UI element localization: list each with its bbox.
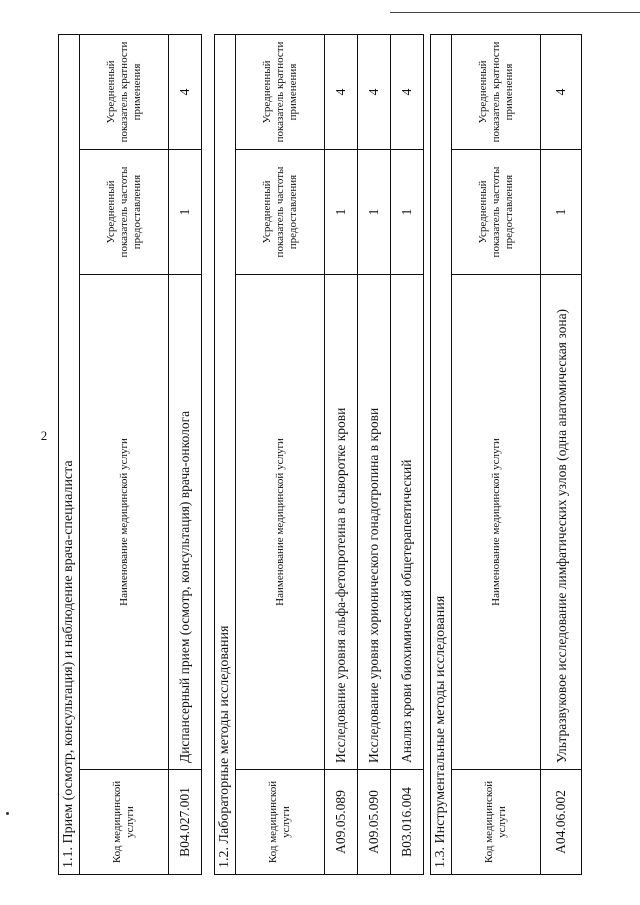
col-header-multiplicity: Усредненный показатель кратности применения — [236, 34, 325, 149]
service-code: A04.06.002 — [541, 770, 582, 875]
service-code: B04.027.001 — [169, 770, 202, 875]
service-code: A09.05.089 — [325, 770, 358, 875]
col-header-frequency: Усредненный показатель частоты предоставления — [236, 150, 325, 275]
multiplicity-value: 4 — [169, 34, 202, 149]
col-header-name: Наименование медицинской услуги — [236, 275, 325, 770]
table-row — [169, 34, 202, 874]
frequency-value: 1 — [358, 150, 391, 275]
table-row — [391, 34, 424, 874]
col-header-multiplicity: Усредненный показатель кратности применения — [452, 34, 541, 149]
section-reception — [58, 35, 202, 875]
section-instrumental — [430, 35, 582, 875]
col-header-frequency: Усредненный показатель частоты предоставления — [452, 150, 541, 275]
service-name: Диспансерный прием (осмотр, консультация) врача-онколога — [169, 275, 202, 770]
table-row — [325, 34, 358, 874]
col-header-name: Наименование медицинской услуги — [80, 275, 169, 770]
rotated-content — [58, 35, 598, 875]
frequency-value: 1 — [325, 150, 358, 275]
frequency-value: 1 — [169, 150, 202, 275]
header-row — [80, 34, 169, 874]
frequency-value: 1 — [391, 150, 424, 275]
section-laboratory — [214, 35, 424, 875]
table-row — [541, 34, 582, 874]
service-code: A09.05.090 — [358, 770, 391, 875]
section-title-row — [431, 34, 452, 874]
section-title: 1.3. Инструментальные методы исследования — [431, 34, 452, 874]
section-title: 1.2. Лабораторные методы исследования — [215, 34, 236, 874]
page-number: 2 — [40, 428, 48, 443]
col-header-frequency: Усредненный показатель частоты предоставления — [80, 150, 169, 275]
service-name: Ультразвуковое исследование лимфатических узлов (одна анатомическая зона) — [541, 275, 582, 770]
table-row — [358, 34, 391, 874]
services-table — [58, 34, 202, 875]
col-header-name: Наименование медицинской услуги — [452, 275, 541, 770]
header-row — [452, 34, 541, 874]
col-header-multiplicity: Усредненный показатель кратности применения — [80, 34, 169, 149]
scan-dot — [6, 812, 9, 815]
multiplicity-value: 4 — [391, 34, 424, 149]
multiplicity-value: 4 — [358, 34, 391, 149]
top-rule — [390, 12, 640, 13]
header-row — [236, 34, 325, 874]
service-name: Исследование уровня хорионического гонадотропина в крови — [358, 275, 391, 770]
multiplicity-value: 4 — [541, 34, 582, 149]
section-title-row — [215, 34, 236, 874]
col-header-code: Код медицинской услуги — [80, 770, 169, 875]
multiplicity-value: 4 — [325, 34, 358, 149]
service-name: Анализ крови биохимический общетерапевтический — [391, 275, 424, 770]
section-title: 1.1. Прием (осмотр, консультация) и наблюдение врача-специалиста — [59, 34, 80, 874]
col-header-code: Код медицинской услуги — [452, 770, 541, 875]
col-header-code: Код медицинской услуги — [236, 770, 325, 875]
section-title-row — [59, 34, 80, 874]
services-table — [214, 34, 424, 875]
frequency-value: 1 — [541, 150, 582, 275]
services-table — [430, 34, 582, 875]
service-name: Исследование уровня альфа-фетопротеина в сыворотке крови — [325, 275, 358, 770]
service-code: B03.016.004 — [391, 770, 424, 875]
